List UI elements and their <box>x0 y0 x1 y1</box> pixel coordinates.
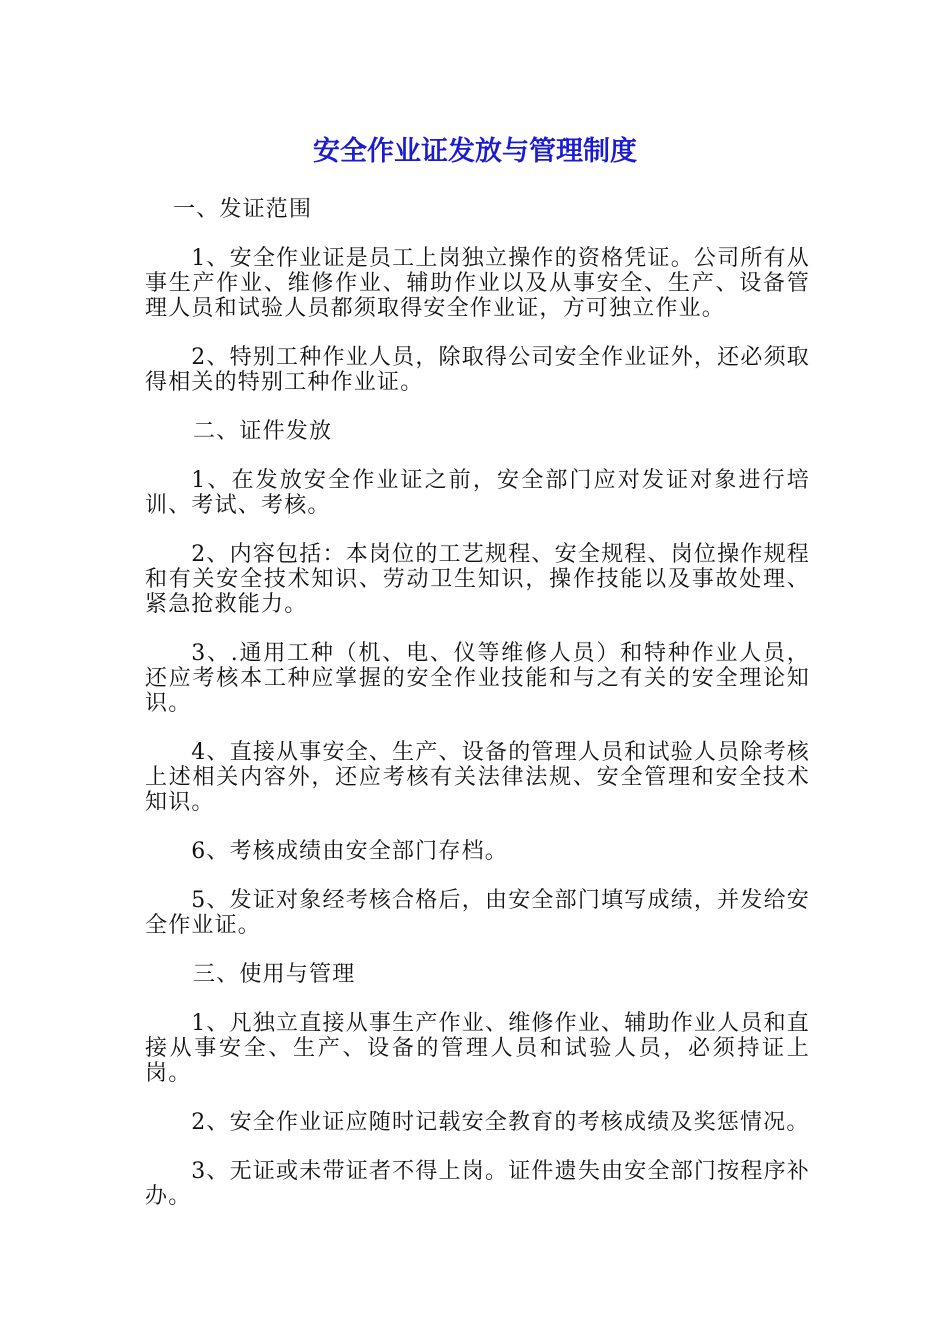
paragraph: 2、内容包括：本岗位的工艺规程、安全规程、岗位操作规程和有关安全技术知识、劳动卫生知识，操作技能以及事故处理、紧急抢救能力。 <box>145 542 810 617</box>
document-title: 安全作业证发放与管理制度 <box>313 136 637 167</box>
paragraph: 2、特别工种作业人员，除取得公司安全作业证外，还必须取得相关的特别工种作业证。 <box>145 345 810 395</box>
paragraph: 4、直接从事安全、生产、设备的管理人员和试验人员除考核上述相关内容外，还应考核有关法律法规、安全管理和安全技术知识。 <box>145 740 810 815</box>
paragraph: 5、发证对象经考核合格后，由安全部门填写成绩，并发给安全作业证。 <box>145 888 810 938</box>
paragraph: 3、.通用工种（机、电、仪等维修人员）和特种作业人员，还应考核本工种应掌握的安全作业技能和与之有关的安全理论知识。 <box>145 641 810 716</box>
paragraph: 1、在发放安全作业证之前，安全部门应对发证对象进行培训、考试、考核。 <box>145 468 810 518</box>
paragraph: 6、考核成绩由安全部门存档。 <box>191 839 508 864</box>
paragraph: 1、凡独立直接从事生产作业、维修作业、辅助作业人员和直接从事安全、生产、设备的管理人员和试验人员，必须持证上岗。 <box>145 1011 810 1086</box>
document-body <box>145 197 810 1233</box>
section-heading-usage: 三、使用与管理 <box>193 962 356 987</box>
paragraph: 3、无证或未带证者不得上岗。证件遗失由安全部门按程序补办。 <box>145 1159 810 1209</box>
section-heading-scope: 一、发证范围 <box>173 197 313 222</box>
section-heading-issuance: 二、证件发放 <box>193 419 333 444</box>
paragraph: 1、安全作业证是员工上岗独立操作的资格凭证。公司所有从事生产作业、维修作业、辅助作业以及从事安全、生产、设备管理人员和试验人员都须取得安全作业证，方可独立作业。 <box>145 246 810 321</box>
paragraph: 2、安全作业证应随时记载安全教育的考核成绩及奖惩情况。 <box>191 1110 810 1135</box>
